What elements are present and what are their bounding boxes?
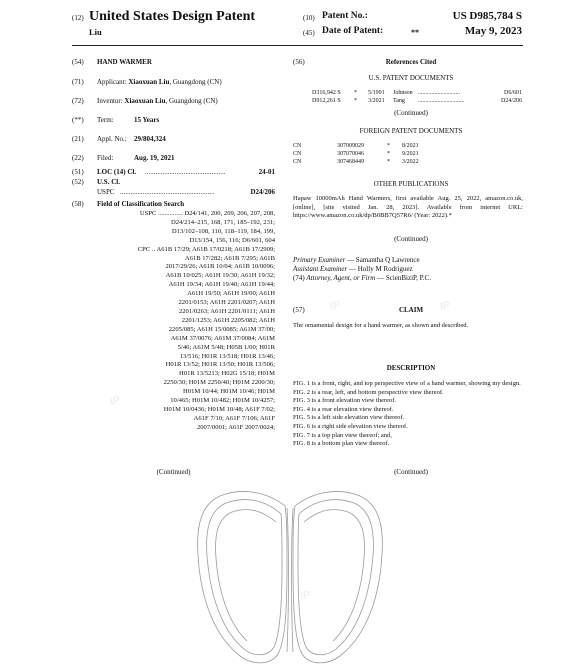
uscl-label: U.S. Cl.: [97, 178, 120, 186]
doc-date: 3/2021: [368, 98, 385, 104]
classification-list: [97, 210, 275, 433]
classification-line: A61B 17/282; A61B 7/295; A61B: [184, 254, 275, 262]
primary-examiner-name: — Samantha Q Lawrence: [345, 256, 420, 264]
inventor-name: Xiaoxuan Liu: [124, 97, 166, 105]
figure-description: [293, 389, 523, 398]
watermark: IP: [438, 299, 452, 313]
primary-examiner: [293, 256, 420, 265]
uscl-num: (52): [72, 178, 84, 186]
loc-dots: ..............................................: [145, 168, 226, 176]
figure-text: is a bottom plan view thereof.: [309, 440, 390, 448]
figure-text: is a left side elevation view thereof.: [309, 414, 405, 422]
classification-line: A61F 7/10; A61F 7/106; A61F: [193, 414, 275, 422]
doc-star: *: [354, 90, 357, 96]
us-docs-title: U.S. PATENT DOCUMENTS: [368, 74, 454, 82]
foreign-star: *: [387, 159, 390, 165]
right-wing-rib: [304, 510, 364, 641]
loc-num: (51): [72, 168, 84, 176]
attorney: [293, 274, 431, 283]
assistant-examiner-label: Assistant Examiner: [293, 265, 348, 273]
classification-line: 2201/0153; A61H 2201/0207; A61H: [178, 299, 275, 307]
foreign-date: 8/2021: [402, 143, 419, 149]
claim-num: (57): [293, 306, 305, 314]
patent-number: US D985,784 S: [452, 10, 522, 22]
figure-text: is a rear elevation view thereof.: [309, 405, 394, 413]
watermark: IP: [328, 299, 342, 313]
us-docs-continued: (Continued): [394, 109, 428, 117]
figure-text: is a front, right, and top perspective view of a hand warmer, showing my design.: [309, 380, 521, 387]
doc-number: D912,261 S: [312, 98, 341, 104]
uscl-value: D24/206: [250, 188, 275, 196]
figure-list: [293, 380, 523, 449]
foreign-country: CN: [293, 159, 302, 165]
assistant-examiner: [293, 265, 413, 274]
description-title: DESCRIPTION: [386, 364, 436, 372]
figure-description: [293, 432, 523, 441]
other-pubs-continued: (Continued): [394, 235, 428, 243]
figure-label: FIG. 2: [293, 388, 310, 396]
applicant-num: (71): [72, 78, 84, 86]
header-rule: [72, 45, 523, 46]
figure-description: [293, 414, 523, 423]
figure-label: FIG. 5: [293, 414, 310, 422]
term-label: Term:: [97, 116, 114, 124]
classification-line: H01R 13/52; H01R 13/50; H01R 13/506;: [165, 361, 275, 369]
uscl-sub-label: USPC: [97, 188, 115, 196]
doc-number: D316,942 S: [312, 90, 341, 96]
appl-label: Appl. No.:: [97, 135, 127, 143]
figure-description: [293, 440, 523, 449]
classification-line: 5/46; A61M 5/48; H05B 1/00; H01R: [177, 343, 275, 351]
primary-examiner-label: Primary Examiner: [293, 256, 346, 264]
invention-title: HAND WARMER: [97, 58, 152, 66]
classification-line: D13/154, 156, 116; D6/601, 604: [189, 236, 275, 244]
foreign-number: 307070046: [337, 151, 364, 157]
other-pubs-title: OTHER PUBLICATIONS: [373, 180, 449, 188]
applicant-location: , Guangdong (CN): [169, 78, 222, 86]
document-title: United States Design Patent: [89, 9, 256, 24]
patent-no-num: (10): [303, 14, 315, 22]
inventor-line: [97, 97, 218, 106]
classification-line: 2007/0001; A61F 2007/0024;: [196, 423, 275, 431]
foreign-date: 3/2022: [402, 159, 419, 165]
classification-line: CPC .. A61B 17/29; A61B 17/0218; A61B 17/2909;: [137, 245, 275, 253]
refs-title: References Cited: [385, 58, 437, 66]
foreign-star: *: [387, 143, 390, 149]
applicant-label: Applicant:: [97, 78, 127, 86]
classification-line: A61H 19/34; A61H 19/40; A61H 19/44;: [168, 281, 275, 289]
classification-line: A61B 10/025; A61H 19/30; A61H 19/32;: [165, 272, 275, 280]
filed-value: Aug. 19, 2021: [134, 154, 175, 162]
filed-num: (22): [72, 154, 84, 162]
attorney-label: Attorney, Agent, or Firm: [306, 274, 376, 282]
loc-value: 24-01: [258, 168, 275, 176]
figure-description: [293, 380, 523, 389]
title-num: (54): [72, 58, 84, 66]
inventor-label: Inventor:: [97, 97, 123, 105]
classification-line: D24/214–215, 168, 171, 185–192, 231;: [170, 218, 275, 226]
watermark: IP: [298, 589, 312, 603]
classification-line: USPC ............... D24/141, 200, 209, 206, 207, 208,: [139, 210, 275, 217]
date-stars: **: [411, 28, 419, 37]
attorney-name: — ScienBiziP, P.C.: [375, 274, 431, 282]
figure-label: FIG. 8: [293, 440, 310, 448]
attorney-num: (74): [293, 274, 305, 282]
center-spine: [287, 508, 293, 652]
doc-name: Tang: [393, 98, 405, 104]
claim-title: CLAIM: [398, 306, 424, 314]
figure-label: FIG. 4: [293, 405, 310, 413]
kind-code-num: (12): [72, 14, 84, 22]
doc-class: D24/206: [501, 98, 522, 104]
date-num: (45): [303, 29, 315, 37]
doc-dots: ............................: [418, 90, 460, 96]
header-inventor: Liu: [89, 27, 102, 37]
left-wing-outline: [198, 491, 287, 662]
foreign-docs-title: FOREIGN PATENT DOCUMENTS: [359, 127, 463, 135]
classification-line: H01M 10/44; H01M 10/46; H01M: [183, 388, 275, 396]
appl-num: (21): [72, 135, 84, 143]
classification-line: A61H 19/50; A61H 19/00; A61H: [187, 290, 275, 298]
classification-line: A61M 37/0076; A61M 37/0084; A61M: [170, 334, 275, 342]
classification-line: D13/102–108, 110, 118–119, 184, 199,: [171, 227, 275, 235]
classification-line: 13/516; H01R 13/518; H01R 13/46;: [179, 352, 275, 360]
classification-line: 2201/1253; A61H 2205/082; A61H: [181, 316, 275, 324]
figure-text: is a right side elevation view thereof.: [309, 422, 408, 430]
figure-text: is a rear, left, and bottom perspective view thereof.: [309, 388, 444, 396]
right-continued: (Continued): [394, 468, 428, 476]
assistant-examiner-name: — Holly M Rodriguez: [347, 265, 413, 273]
figure-label: FIG. 7: [293, 431, 310, 439]
figure-text: is a front elevation view thereof.: [309, 397, 397, 405]
foreign-number: 307009029: [337, 143, 364, 149]
classification-line: 2017/29/26; A61B 10/04; A61B 10/0096;: [165, 263, 275, 271]
figure-description: [293, 397, 523, 406]
doc-class: D6/601: [504, 90, 522, 96]
foreign-country: CN: [293, 151, 302, 157]
loc-label: LOC (14) Cl.: [97, 168, 137, 176]
watermark: IP: [108, 394, 122, 408]
inventor-num: (72): [72, 97, 84, 105]
patent-date: May 9, 2023: [464, 25, 522, 37]
doc-date: 5/1991: [368, 90, 385, 96]
appl-value: 29/804,324: [134, 135, 166, 143]
doc-star: *: [354, 98, 357, 104]
field-search-num: (58): [72, 200, 84, 208]
figure-label: FIG. 1: [293, 380, 310, 387]
foreign-country: CN: [293, 143, 302, 149]
figure-description: [293, 423, 523, 432]
foreign-number: 307468449: [337, 159, 364, 165]
other-pubs-text: Hapaw 10000mAh Hand Warmers, first available Aug. 25, 2022, amazon.co.uk, [online], [site visited Jan. 28, 2023]. Available from internet URL: https://www.amazon.co.uk/dp/B0BB7Q57R6/ (Year: 2022).*: [293, 195, 523, 220]
figure-description: [293, 406, 523, 415]
term-value: 15 Years: [134, 116, 160, 124]
doc-name: Johnson: [393, 90, 413, 96]
field-search-label: Field of Classification Search: [97, 200, 185, 208]
foreign-date: 9/2021: [402, 151, 419, 157]
claim-text: The ornamental design for a hand warmer, as shown and described.: [293, 322, 469, 329]
figure-label: FIG. 3: [293, 397, 310, 405]
classification-line: H01M 10/0436; H01M 10/48; A61F 7/02;: [163, 405, 275, 413]
applicant-name: Xiaoxuan Liu: [128, 78, 170, 86]
classification-line: 2205/085; A61H 15/0085; A61M 37/00;: [168, 325, 275, 333]
foreign-star: *: [387, 151, 390, 157]
hand-warmer-drawing: [190, 484, 390, 667]
classification-line: 2250/30; H01M 2250/40; H01M 2200/30;: [163, 379, 275, 387]
classification-line: 2201/0263; A61H 2201/0111; A61H: [178, 307, 275, 315]
figure-text: is a top plan view thereof; and,: [309, 431, 392, 439]
uscl-dots: ......................................................: [120, 188, 215, 196]
filed-label: Filed:: [97, 154, 114, 162]
date-label: Date of Patent:: [322, 26, 384, 36]
classification-line: 10/465; H01M 10/482; H01M 10/4257;: [170, 397, 275, 405]
inventor-location: , Guangdong (CN): [165, 97, 218, 105]
refs-num: (56): [293, 58, 305, 66]
figure-label: FIG. 6: [293, 422, 310, 430]
doc-dots: ...............................: [418, 98, 465, 104]
left-wing-rib: [216, 510, 276, 641]
patent-no-label: Patent No.:: [322, 11, 368, 21]
applicant-line: [97, 78, 222, 87]
left-continued: (Continued): [156, 468, 191, 476]
classification-line: H01R 13/5213; H02G 15/18; H01M: [179, 370, 275, 378]
term-num: (**): [72, 116, 84, 124]
right-wing-outline: [293, 491, 382, 662]
